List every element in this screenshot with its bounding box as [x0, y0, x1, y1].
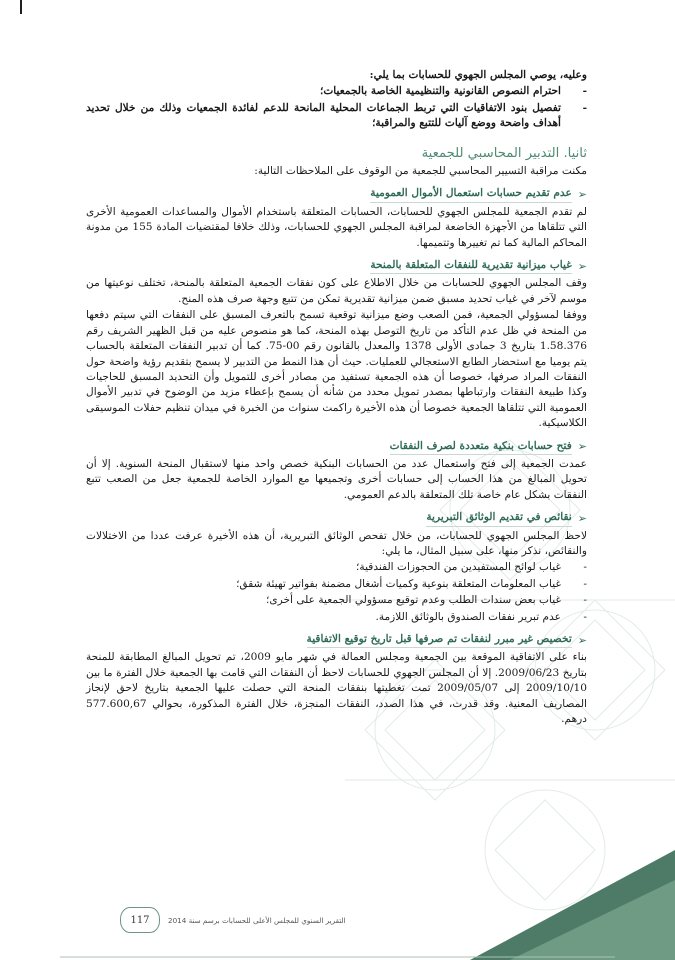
arrow-bullet-icon: ➢: [577, 440, 587, 454]
list-item: - تفصيل بنود الاتفاقيات التي تربط الجماعات المحلية المانحة للدعم لفائدة الجمعيات وذلك من خلال تحديد أهداف واضحة ووضع آليات للتتبع والمراقبة؛: [86, 101, 587, 130]
paragraph: ووفقا لمسؤولي الجمعية، فمن الصعب وضع ميزانية توقعية تسمح بالتعرف المسبق على النفقات التي سيتم دفعها من المنحة في ظل عدم التأكد من تاريخ التوصل بهذه المنحة، كما هو منصوص عليه من قبل الظهير الشريف رقم 1.58.376 بتاريخ 3 جمادى الأولى 1378 والمعدل بالقانون رقم 00-75. كما أن تدبير النفقات المتعلقة بالحساب يتم يوميا مع استحضار الطابع الاستعجالي للعمليات. حيث أن هذا النمط من التدبير لا يسمح بتقديم رؤية واضحة حول النفقات المراد صرفها، خصوصا أن هذه الجمعية تستفيد من مصادر أخرى للتمويل وأن التحديد المسبق للحاجيات وكذا طبيعة النفقات وارتباطها بمصدر تمويل محدد من شأنه أن يسمح بإعطاء مزيد من الوضوح في تدبير الأموال العمومية التي تتلقاها الجمعية خصوصا أن هذه الأخيرة راكمت سنوات من الخبرة في ميدان تنظيم حفلات الموسيقى الكلاسيكية.: [86, 309, 588, 430]
deficiency-list: [86, 560, 587, 625]
subsection-heading: ➢ عدم تقديم حسابات استعمال الأموال العمومية: [370, 187, 587, 201]
top-left-rule: [20, 0, 22, 14]
arrow-bullet-icon: ➢: [577, 511, 587, 525]
list-item: - غياب لوائح المستفيدين من الحجوزات الفندقية؛: [356, 561, 587, 574]
subsection-heading: ➢ نقائص في تقديم الوثائق التبريرية: [426, 511, 587, 525]
recommendation-lead: وعليه، يوصي المجلس الجهوي للحسابات بما يلي:: [369, 69, 587, 81]
list-item: - احترام النصوص القانونية والتنظيمية الخاصة بالجمعيات؛: [319, 85, 587, 98]
corner-decoration: [0, 830, 675, 960]
document-body: [86, 68, 587, 728]
list-item: - عدم تبرير نفقات الصندوق بالوثائق اللازمة.: [375, 610, 587, 623]
subsection-heading: ➢ غياب ميزانية تقديرية للنفقات المتعلقة بالمنحة: [370, 259, 587, 273]
list-item: - غياب المعلومات المتعلقة بنوعية وكميات أشغال مضمنة بفواتير تهيئة شقق؛: [236, 577, 587, 590]
recommendation-list: [86, 84, 587, 131]
arrow-bullet-icon: ➢: [577, 633, 587, 647]
paragraph: لم تقدم الجمعية للمجلس الجهوي للحسابات، الحسابات المتعلقة باستخدام الأموال والمساعدات العمومية الأخرى التي تتلقاها من الأجهزة الخاضعة لمراقبة المجلس الجهوي للحسابات، وذلك خلافا لمقتضيات المادة 155 من مدونة المحاكم المالية كما تم تغييرها وتتميمها.: [86, 205, 587, 249]
section-title: ثانيا. التدبير المحاسبي للجمعية: [421, 145, 587, 161]
list-item: - غياب بعض سندات الطلب وعدم توقيع مسؤولي الجمعية على أخرى؛: [265, 594, 587, 607]
paragraph: لاحظ المجلس الجهوي للحسابات، من خلال تفحص الوثائق التبريرية، أن هذه الأخيرة عرفت عددا من الاختلالات والنقائص، نذكر منها، على سبيل المثال، ما يلي:: [86, 529, 587, 557]
arrow-bullet-icon: ➢: [577, 259, 587, 273]
subsection-heading: ➢ فتح حسابات بنكية متعددة لصرف النفقات: [389, 439, 587, 454]
paragraph: بناء على الاتفاقية الموقعة بين الجمعية ومجلس العمالة في شهر مايو 2009، تم تحويل المبالغ المطابقة للمنحة بتاريخ 2009/06/23. إلا أن المجلس الجهوي للحسابات لاحظ أن النفقات التي قامت بها الجمعية خلال الفترة ما بين 2009/10/10 إلى 2009/05/07 تمت تغطيتها بنفقات المنحة التي حصلت عليها الجمعية بتاريخ لاحق لإنجاز المصاريف المعنية. وقد قدرت، في هذا الصدد، النفقات المنجزة، خلال الفترة المذكورة، بحوالي 577.600,67 درهم.: [86, 651, 587, 726]
report-title: التقرير السنوي للمجلس الأعلى للحسابات برسم سنة 2014: [168, 915, 346, 925]
arrow-bullet-icon: ➢: [577, 187, 587, 201]
paragraph: عمدت الجمعية إلى فتح واستعمال عدد من الحسابات البنكية خصص واحد منها لاستقبال المنحة السنوية. إلا أن تحويل المبالغ من هذا الحساب إلى حسابات أخرى وتجميعها مع الموارد الخاصة للجمعية جعل من الصعب تتبع النفقات بشكل عام خاصة تلك المتعلقة بالدعم العمومي.: [86, 457, 587, 501]
page-number: 117: [120, 907, 160, 933]
section-intro: مكنت مراقبة التسيير المحاسبي للجمعية من الوقوف على الملاحظات التالية:: [254, 165, 587, 178]
subsection-heading: ➢ تخصيص غير مبرر لنفقات تم صرفها قبل تاريخ توقيع الاتفاقية: [306, 633, 587, 647]
page-footer: [120, 908, 440, 932]
paragraph: وقف المجلس الجهوي للحسابات من خلال الاطلاع على كون نفقات الجمعية المتعلقة بالمنحة، تختلف نوعيتها من موسم لآخر في غياب تحديد مسبق ضمن ميزانية تقديرية تمكن من تتبع وجهة صرف هذه المنح.: [86, 277, 587, 305]
